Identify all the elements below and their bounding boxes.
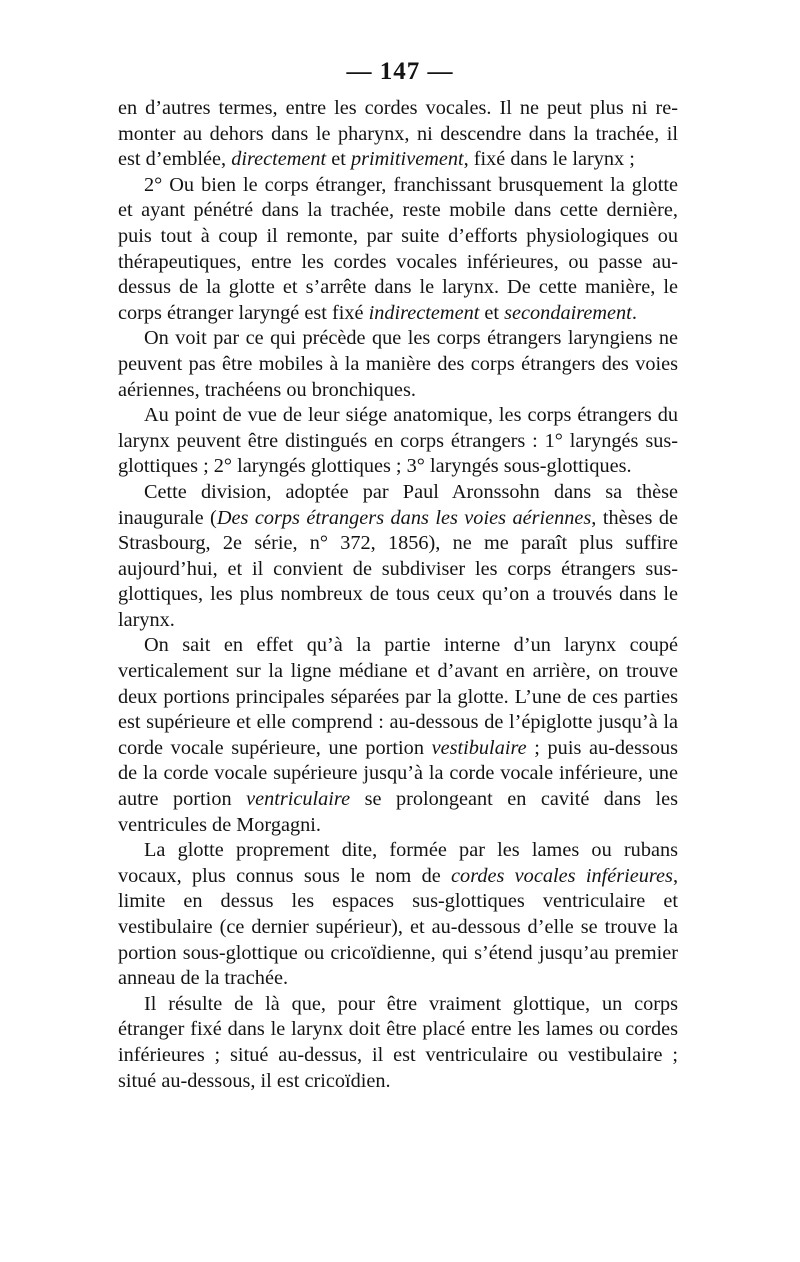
body-text [118,96,678,1094]
text-run: et [326,148,351,171]
paragraph [118,633,678,838]
paragraph [118,173,678,327]
paragraph [118,480,678,634]
text-run: en d’autres termes, entre les cordes vocales. Il ne peut plus ni re-monter au dehors dans le pharynx, ni descendre dans la trachée, il est d’emblée, [118,97,678,171]
italic-text: primitivement [350,148,464,171]
text-run: Au point de vue de leur siége anatomique, les corps étrangers du larynx peuvent être distingués en corps étrangers : 1° laryngés sus-glottiques ; 2° laryngés glottiques ; 3° laryngés sous-glottiques. [118,404,678,478]
paragraph [118,96,678,173]
italic-text: directement [231,148,327,171]
text-run: , limite en dessus les espaces sus-glottiques ventriculaire et vestibulaire (ce dernier supérieur), et au-dessous d’elle se trouve la portion sous-glottique ou cricoïdienne, qui s’étend jusqu’au premier anneau de la trachée. [118,864,679,990]
paragraph [118,326,678,403]
text-run: Il résulte de là que, pour être vraiment glottique, un corps étranger fixé dans le larynx doit être placé entre les lames ou cordes inférieures ; situé au-dessus, il est ventriculaire ou vestibulaire ; situé au-dessous, il est cricoïdien. [118,992,678,1092]
paragraph [118,992,678,1094]
paragraph [118,838,678,992]
italic-text: vestibulaire [431,736,527,759]
italic-text: indirectement [368,301,480,324]
italic-text: cordes vocales inférieures [451,864,673,887]
text-run: se prolongeant en cavité dans les ventricules de Morgagni. [118,788,678,836]
text-run: , fixé dans le larynx ; [463,148,635,171]
text-run: On voit par ce qui précède que les corps étrangers laryngiens ne peuvent pas être mobiles à la manière des corps étrangers des voies aériennes, trachéens ou bronchiques. [118,327,678,401]
text-run: et [479,301,505,324]
text-run: La glotte proprement dite, formée par les lames ou rubans vocaux, plus connus sous le nom de [118,839,678,887]
text-run: On sait en effet qu’à la partie interne d’un larynx coupé verticalement sur la ligne médiane et d’avant en arrière, on trouve deux portions principales séparées par la glotte. L’une de ces parties est supérieure et elle comprend : au-dessous de l’épiglotte jusqu’à la corde vocale supérieure, une portion [118,634,678,759]
text-run: ; puis au-dessous de la corde vocale supérieure jusqu’à la corde vocale inférieure, une autre portion [118,736,678,811]
text-run: . [631,301,637,324]
text-run: , thèses de Strasbourg, 2e série, n° 372, 1856), ne me paraît plus suffire aujourd’hui, et il convient de subdiviser les corps étrangers sus-glottiques, les plus nombreux de tous ceux qu’on a trouvés dans le larynx. [118,506,678,631]
italic-text: ventriculaire [246,788,351,811]
italic-text: Des corps étrangers dans les voies aériennes [216,506,592,529]
paragraph [118,403,678,480]
text-run: Cette division, adoptée par Paul Aronssohn dans sa thèse inaugurale ( [118,480,678,529]
page-number: — 147 — [346,58,454,85]
text-run: 2° Ou bien le corps étranger, franchissant brusquement la glotte et ayant pénétré dans la trachée, reste mobile dans cette dernière, puis tout à coup il remonte, par suite d’efforts physiologiques ou thérapeutiques, entre les cordes vocales inférieures, ou passe au-dessus de la glotte et s’arrête dans le larynx. De cette manière, le corps étranger laryngé est fixé [118,173,678,324]
italic-text: secondairement [504,301,632,324]
